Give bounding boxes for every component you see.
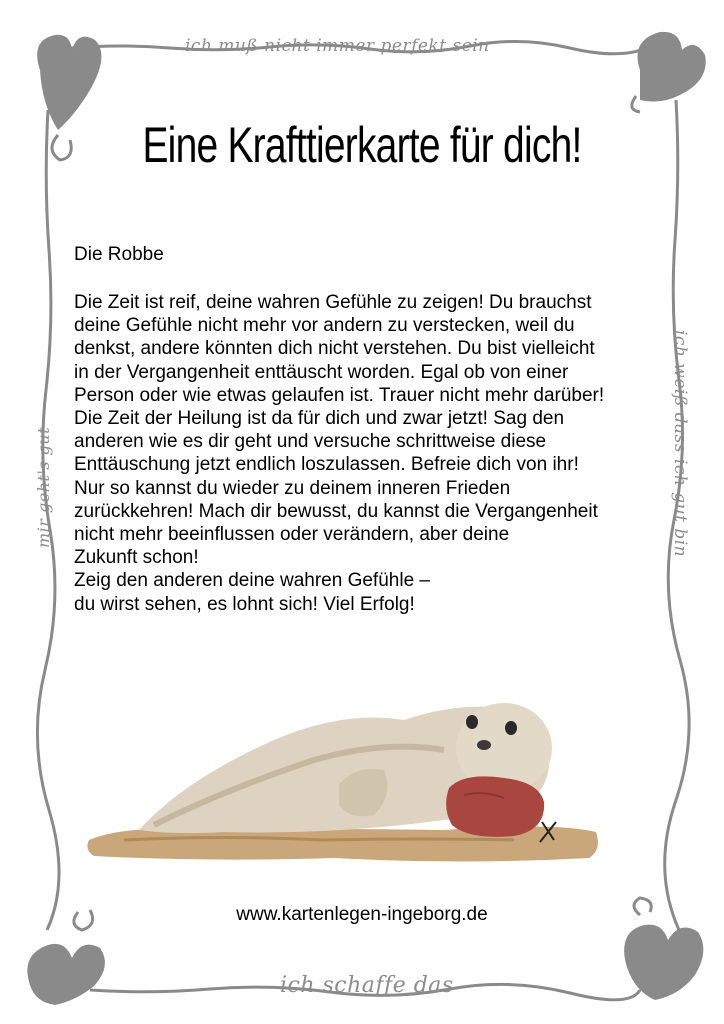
text-line: anderen wie es dir geht und versuche schrittweise diese — [74, 431, 547, 453]
text-line: deine Gefühle nicht mehr vor andern zu verstecken, weil du — [74, 315, 575, 337]
text-line: in der Vergangenheit enttäuscht worden. Egal ob von einer — [74, 361, 569, 383]
text-line: Zeig den anderen deine wahren Gefühle – — [74, 570, 430, 592]
website-url: www.kartenlegen-ingeborg.de — [236, 904, 488, 925]
text-line: du wirst sehen, es lohnt sich! Viel Erfolg! — [74, 593, 415, 615]
animal-name: Die Robbe — [74, 244, 164, 265]
text-line: Die Zeit der Heilung ist da für dich und zwar jetzt! Sag den — [74, 408, 565, 430]
text-line: Nur so kannst du wieder zu deinem inneren Frieden — [74, 477, 511, 499]
border-text-right: ich weiß dass ich gut bin — [670, 330, 690, 558]
text-line: zurückkehren! Mach dir bewusst, du kannst die Vergangenheit — [74, 500, 598, 522]
text-line: Person oder wie etwas gelaufen ist. Trauer nicht mehr darüber! — [74, 384, 605, 406]
border-text-left: mir geht's gut — [34, 426, 53, 548]
seal-image — [84, 690, 604, 870]
text-line: Enttäuschung jetzt endlich loszulassen. Befreie dich von ihr! — [74, 454, 579, 476]
text-line: nicht mehr beeinflussen oder verändern, aber deine — [74, 524, 510, 546]
text-line: Zukunft schon! — [74, 547, 199, 569]
border-text-bottom: ich schaffe das — [280, 973, 454, 998]
border-text-top: ich muß nicht immer perfekt sein — [185, 36, 490, 56]
card-title: Eine Krafttierkarte für dich! — [142, 117, 582, 173]
card-text — [74, 291, 674, 616]
text-line: denkst, andere könnten dich nicht verstehen. Du bist vielleicht — [74, 338, 595, 360]
text-line: Die Zeit ist reif, deine wahren Gefühle zu zeigen! Du brauchst — [74, 292, 592, 313]
heart-icon-top-right — [632, 32, 706, 112]
